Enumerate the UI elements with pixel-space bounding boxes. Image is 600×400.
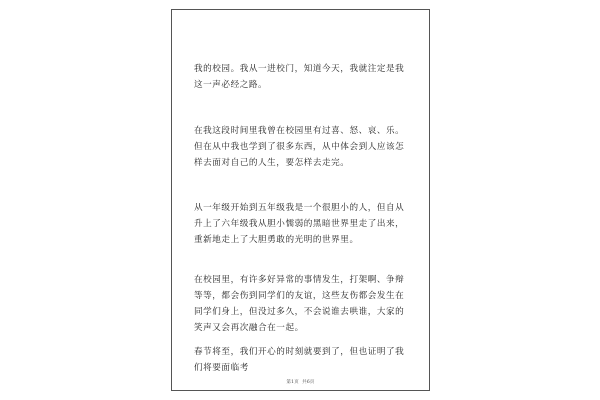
paragraph-1: 我的校园。我从一进校门，知道今天，我就注定是我这一声必经之路。 [194,64,405,90]
document-page [171,9,430,391]
page-footer: 第1页 共6页 [286,380,315,385]
paragraph-3: 从一年级开始到五年级我是一个很胆小的人，但自从升上了六年级我从胆小懦弱的黑暗世界里走了出来，重新地走上了大胆勇敢的光明的世界里。 [194,203,405,245]
paragraph-5: 春节将至，我们开心的时刻就要到了，但也证明了我们将要面临考 [194,347,405,373]
paragraph-2: 在我这段时间里我曾在校园里有过喜、怒、哀、乐。但在从中我也学到了很多东西，从中体会到人应该怎样去面对自己的人生，要怎样去走完。 [194,126,405,168]
paragraph-4: 在校园里，有许多好异常的事情发生，打架啊、争辩等等，都会伤到同学们的友谊，这些友伤都会发生在同学们身上，但没过多久，不会说谁去哄谁，大家的笑声又会再次融合在一起。 [194,275,405,333]
